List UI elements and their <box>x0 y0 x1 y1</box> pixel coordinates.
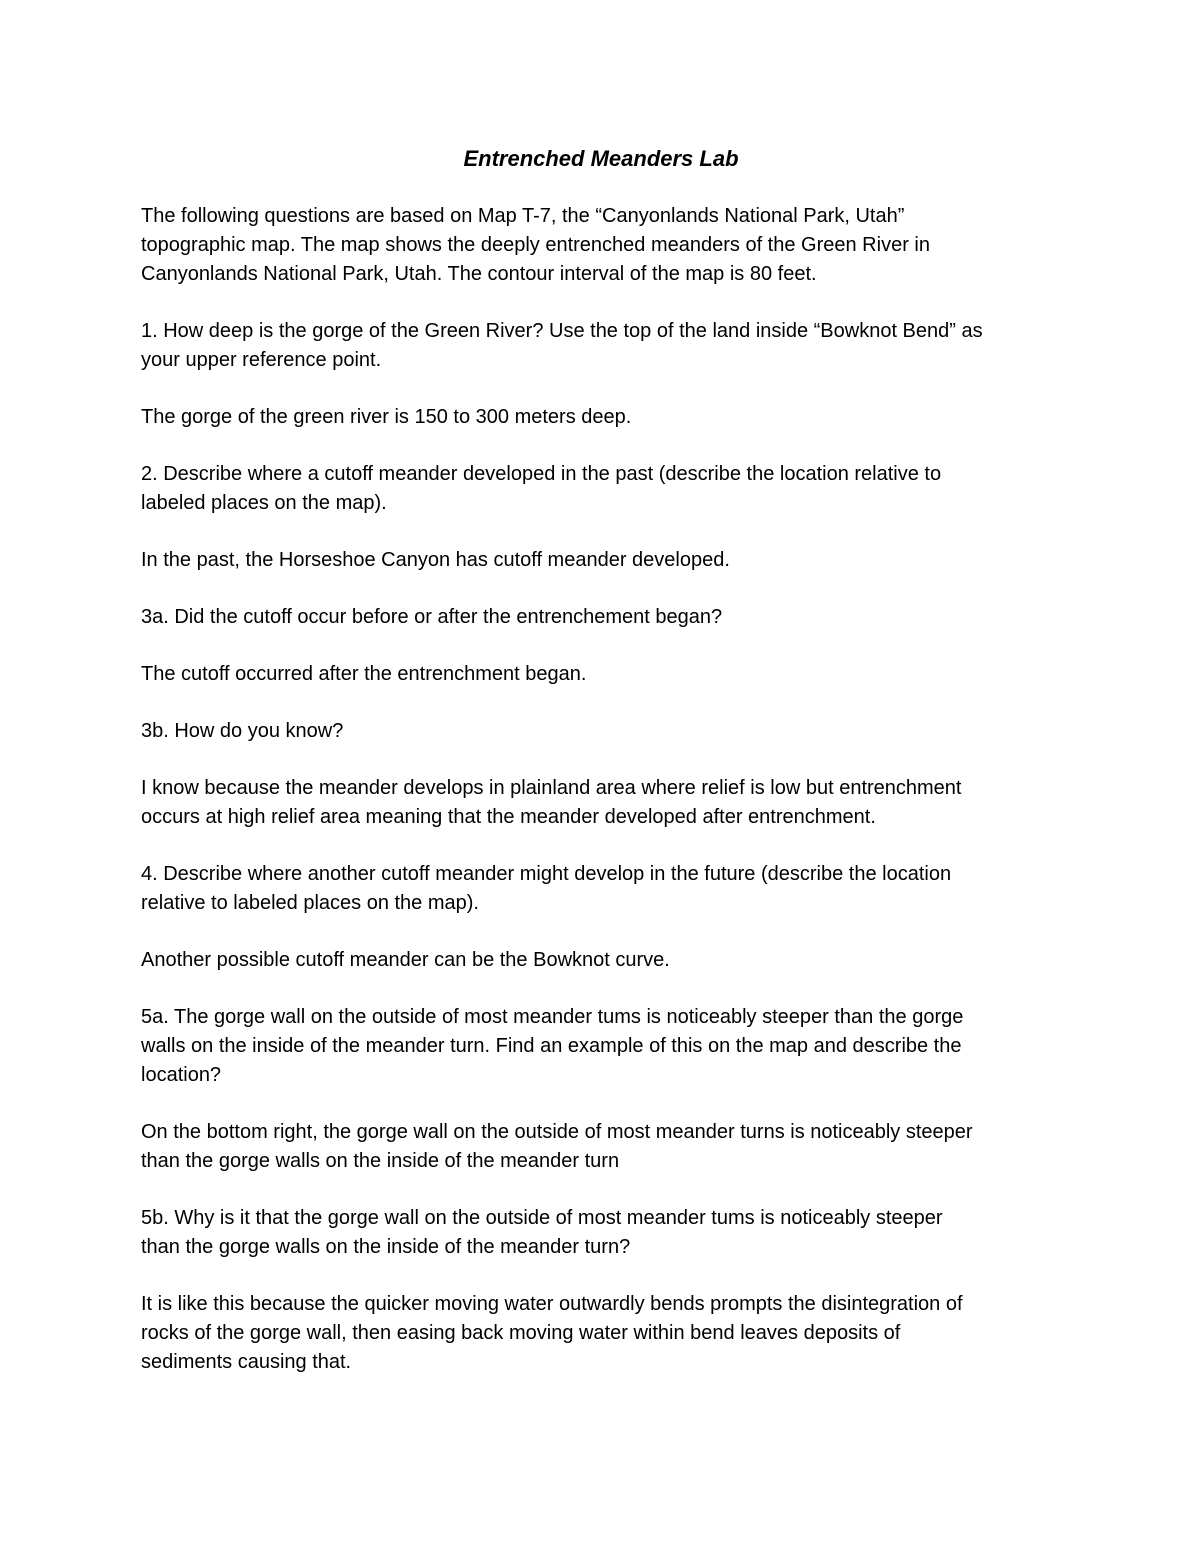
question-line: labeled places on the map). <box>141 492 387 514</box>
answer-line: sediments causing that. <box>141 1351 352 1373</box>
answer-2 <box>141 546 1061 575</box>
answer-line: On the bottom right, the gorge wall on the outside of most meander turns is noticeably steeper <box>141 1121 973 1143</box>
answer-5a <box>141 1118 1061 1176</box>
question-2 <box>141 460 1061 518</box>
answer-line: occurs at high relief area meaning that the meander developed after entrenchment. <box>141 806 876 828</box>
answer-line: It is like this because the quicker moving water outwardly bends prompts the disintegration of <box>141 1293 963 1315</box>
question-line: 4. Describe where another cutoff meander might develop in the future (describe the location <box>141 863 952 885</box>
question-4 <box>141 860 1061 918</box>
intro-line: Canyonlands National Park, Utah. The contour interval of the map is 80 feet. <box>141 263 817 285</box>
intro-line: topographic map. The map shows the deeply entrenched meanders of the Green River in <box>141 234 930 256</box>
question-3b <box>141 717 1061 746</box>
question-3a <box>141 603 1061 632</box>
question-line: 5b. Why is it that the gorge wall on the outside of most meander tums is noticeably steeper <box>141 1207 943 1229</box>
document-title: Entrenched Meanders Lab <box>463 146 739 171</box>
answer-line: Another possible cutoff meander can be the Bowknot curve. <box>141 949 670 971</box>
question-line: 2. Describe where a cutoff meander developed in the past (describe the location relative to <box>141 463 942 485</box>
answer-5b <box>141 1290 1061 1377</box>
question-line: relative to labeled places on the map). <box>141 892 479 914</box>
question-line: walls on the inside of the meander turn. Find an example of this on the map and describe the <box>141 1035 962 1057</box>
answer-line: In the past, the Horseshoe Canyon has cutoff meander developed. <box>141 549 730 571</box>
question-line: than the gorge walls on the inside of the meander turn? <box>141 1236 631 1258</box>
question-line: 3a. Did the cutoff occur before or after the entrenchement began? <box>141 606 723 628</box>
answer-3b <box>141 774 1061 832</box>
answer-line: The cutoff occurred after the entrenchment began. <box>141 663 587 685</box>
intro-paragraph <box>141 202 1061 289</box>
question-line: your upper reference point. <box>141 349 382 371</box>
question-1 <box>141 317 1061 375</box>
question-line: 1. How deep is the gorge of the Green River? Use the top of the land inside “Bowknot Bend” as <box>141 320 983 342</box>
intro-line: The following questions are based on Map T-7, the “Canyonlands National Park, Utah” <box>141 205 905 227</box>
question-5b <box>141 1204 1061 1262</box>
answer-3a <box>141 660 1061 689</box>
answer-line: I know because the meander develops in plainland area where relief is low but entrenchment <box>141 777 962 799</box>
question-line: location? <box>141 1064 222 1086</box>
answer-1 <box>141 403 1061 432</box>
question-line: 3b. How do you know? <box>141 720 344 742</box>
answer-line: rocks of the gorge wall, then easing back moving water within bend leaves deposits of <box>141 1322 901 1344</box>
answer-line: than the gorge walls on the inside of the meander turn <box>141 1150 620 1172</box>
question-5a <box>141 1003 1061 1090</box>
answer-4 <box>141 946 1061 975</box>
document-body <box>141 144 1061 1405</box>
question-line: 5a. The gorge wall on the outside of most meander tums is noticeably steeper than the gorge <box>141 1006 964 1028</box>
answer-line: The gorge of the green river is 150 to 300 meters deep. <box>141 406 632 428</box>
